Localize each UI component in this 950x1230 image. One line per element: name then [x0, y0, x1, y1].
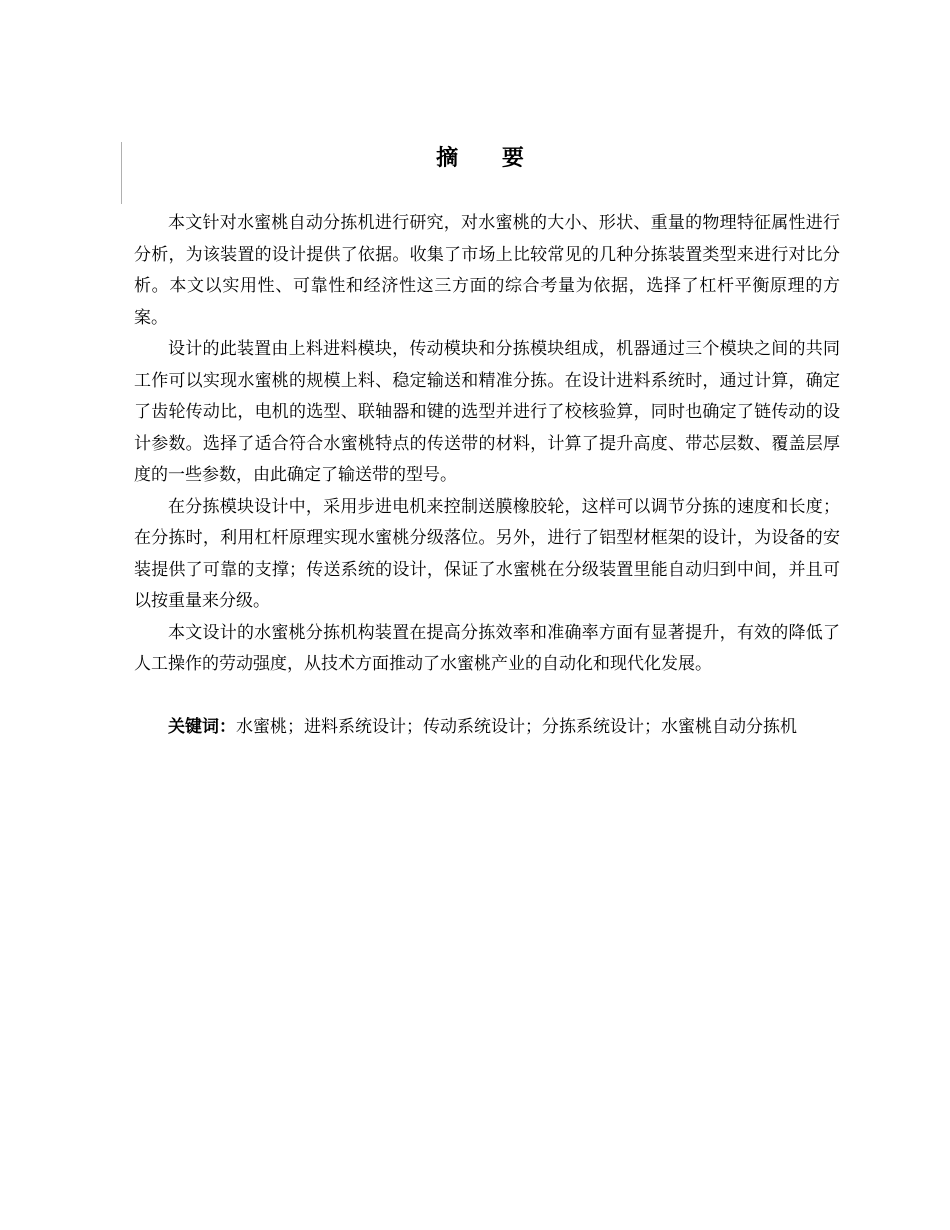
abstract-paragraph-1: 本文针对水蜜桃自动分拣机进行研究，对水蜜桃的大小、形状、重量的物理特征属性进行分析，为该装置的设计提供了依据。收集了市场上比较常见的几种分拣装置类型来进行对比分析。本文以实用性、可靠性和经济性这三方面的综合考量为依据，选择了杠杆平衡原理的方案。 [134, 213, 840, 328]
abstract-paragraph-4: 本文设计的水蜜桃分拣机构装置在提高分拣效率和准确率方面有显著提升，有效的降低了人工操作的劳动强度，从技术方面推动了水蜜桃产业的自动化和现代化发展。 [134, 622, 840, 674]
abstract-title: 摘 要 [436, 146, 542, 171]
keywords-label: 关键词： [168, 717, 236, 737]
abstract-body [134, 208, 840, 744]
keywords-line [134, 712, 840, 744]
abstract-paragraph-2: 设计的此装置由上料进料模块，传动模块和分拣模块组成，机器通过三个模块之间的共同工作可以实现水蜜桃的规模上料、稳定输送和精准分拣。在设计进料系统时，通过计算，确定了齿轮传动比，电机的选型、联轴器和键的选型并进行了校核验算，同时也确定了链传动的设计参数。选择了适合符合水蜜桃特点的传送带的材料，计算了提升高度、带芯层数、覆盖层厚度的一些参数，由此确定了输送带的型号。 [134, 339, 840, 485]
abstract-paragraph-3: 在分拣模块设计中，采用步进电机来控制送膜橡胶轮，这样可以调节分拣的速度和长度；在分拣时，利用杠杆原理实现水蜜桃分级落位。另外，进行了铝型材框架的设计，为设备的安装提供了可靠的支撑；传送系统的设计，保证了水蜜桃在分级装置里能自动归到中间，并且可以按重量来分级。 [134, 496, 840, 611]
keywords-text: 水蜜桃；进料系统设计；传动系统设计；分拣系统设计；水蜜桃自动分拣机 [236, 717, 797, 737]
